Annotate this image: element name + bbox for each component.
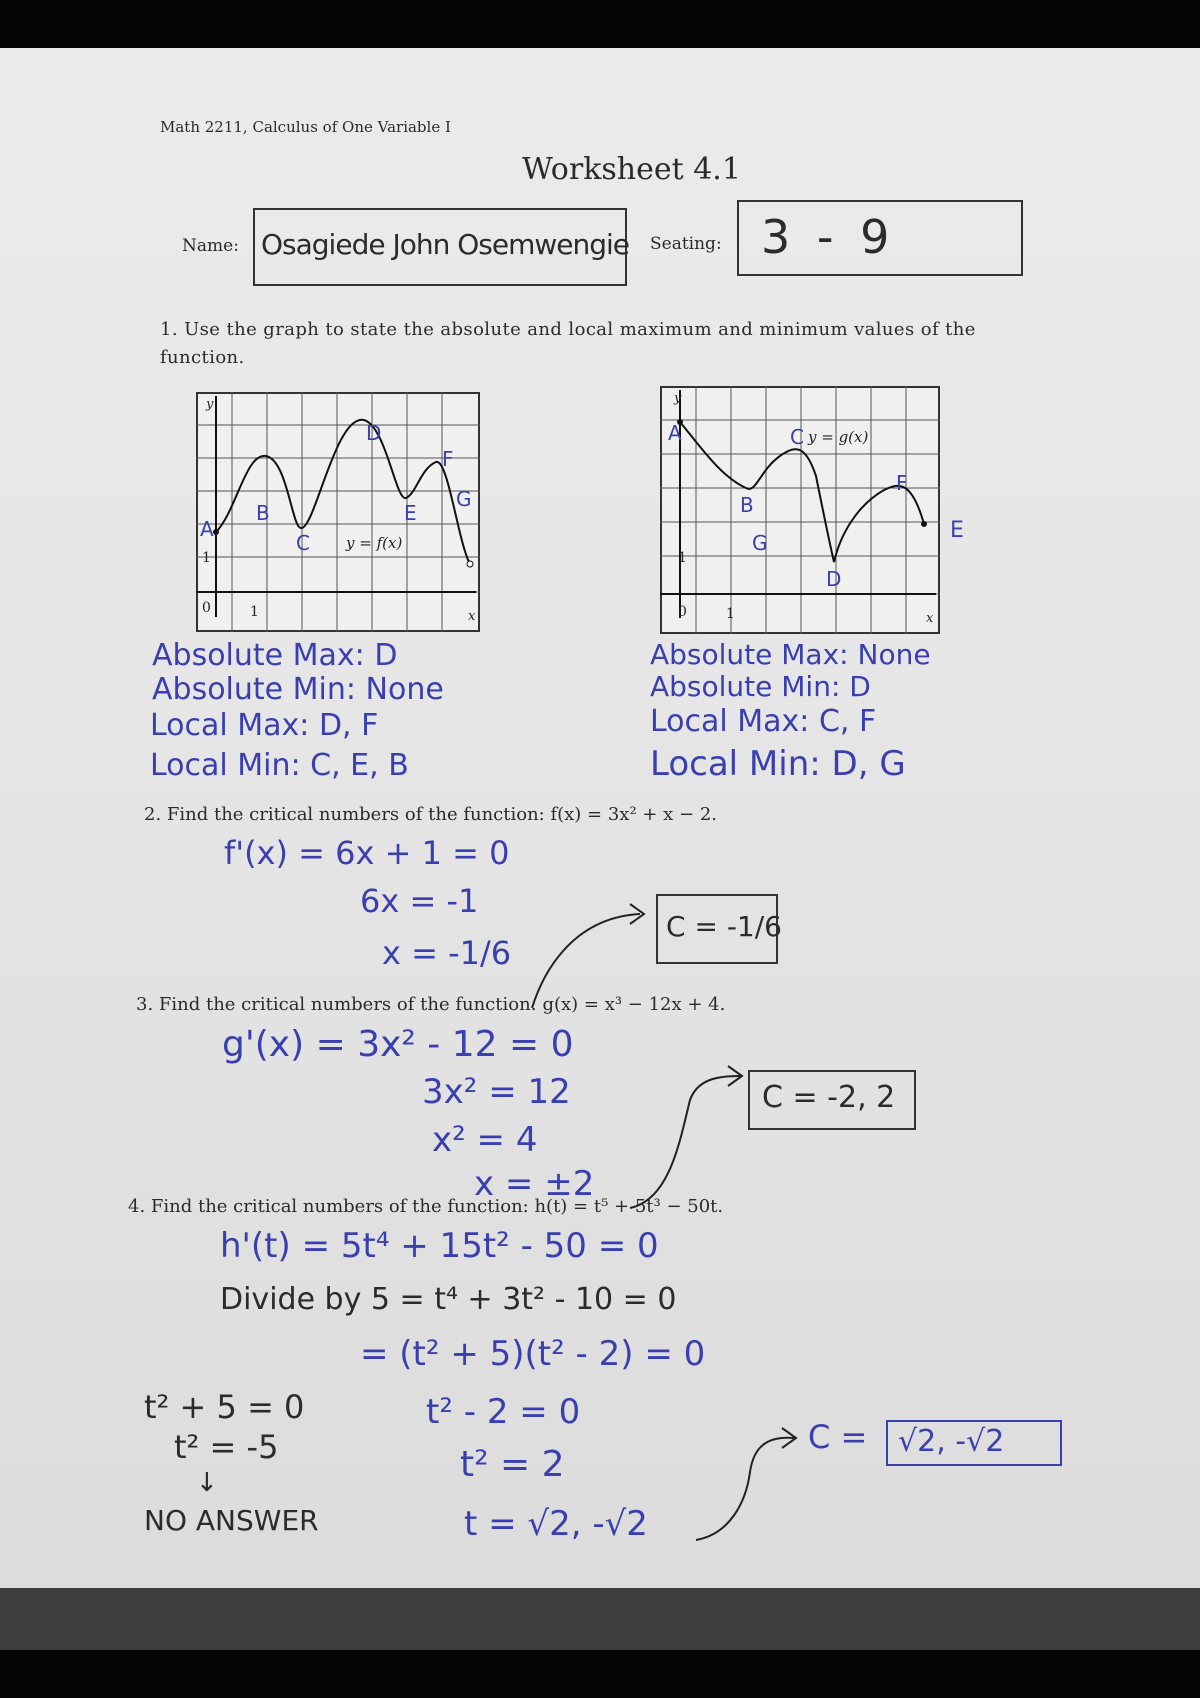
graph-g bbox=[660, 386, 940, 634]
q1-prompt: 1. Use the graph to state the absolute and local maximum and minimum values of the function. bbox=[160, 319, 976, 368]
graph-f-tick-y: 1 bbox=[202, 550, 211, 566]
q4-answer-prefix: C = bbox=[808, 1418, 868, 1456]
q4-right-work-1: t² - 2 = 0 bbox=[426, 1392, 581, 1432]
q2-work-2: 6x = -1 bbox=[360, 882, 479, 920]
graph-f-curve-label: y = f(x) bbox=[346, 534, 403, 552]
answer-left-3: Local Max: D, F bbox=[150, 708, 379, 743]
graph-f-xlabel: x bbox=[468, 609, 476, 624]
q4-answer: √2, -√2 bbox=[898, 1424, 1005, 1459]
q4-left-work-1: t² + 5 = 0 bbox=[144, 1388, 305, 1426]
q3-work-2: 3x² = 12 bbox=[422, 1072, 571, 1112]
q4-no-answer: NO ANSWER bbox=[144, 1504, 319, 1537]
q3-answer-box bbox=[748, 1070, 916, 1130]
q4-work-2: Divide by 5 = t⁴ + 3t² - 10 = 0 bbox=[220, 1282, 677, 1317]
q2-work-3: x = -1/6 bbox=[382, 934, 512, 972]
graph-g-tick-x: 1 bbox=[726, 606, 735, 622]
answer-right-3: Local Max: C, F bbox=[650, 704, 877, 739]
graph-f-point-f: F bbox=[442, 447, 454, 471]
q4-answer-box bbox=[886, 1420, 1062, 1466]
name-value: Osagiede John Osemwengie bbox=[261, 228, 630, 261]
graph-f-ylabel: y bbox=[206, 397, 214, 412]
q4-left-arrow: ↓ bbox=[196, 1468, 218, 1498]
graph-g-point-c: C bbox=[790, 425, 804, 449]
seating-value: 3 - 9 bbox=[761, 210, 896, 264]
photo-bottom-border bbox=[0, 1650, 1200, 1698]
graph-f-origin: 0 bbox=[202, 600, 211, 616]
q4-arrow bbox=[690, 1422, 810, 1552]
answer-right-2: Absolute Min: D bbox=[650, 670, 871, 703]
answer-left-4: Local Min: C, E, B bbox=[150, 748, 409, 783]
q3-prompt: 3. Find the critical numbers of the function: g(x) = x³ − 12x + 4. bbox=[136, 994, 726, 1015]
graph-f-point-b: B bbox=[256, 501, 270, 525]
q2-work-1: f'(x) = 6x + 1 = 0 bbox=[224, 834, 510, 872]
q3-work-3: x² = 4 bbox=[432, 1120, 538, 1160]
graph-f-point-d: D bbox=[366, 421, 382, 445]
name-box bbox=[253, 208, 630, 286]
course-title: Math 2211, Calculus of One Variable I bbox=[160, 118, 451, 136]
graph-f-tick-x: 1 bbox=[250, 604, 259, 620]
graph-g-ylabel: y bbox=[674, 391, 682, 406]
graph-g-tick-y: 1 bbox=[678, 550, 687, 566]
graph-g-point-f: F bbox=[896, 471, 908, 495]
graph-f-point-a: A bbox=[200, 517, 214, 541]
worksheet-title: Worksheet 4.1 bbox=[522, 152, 741, 187]
graph-f bbox=[196, 392, 480, 632]
q4-work-3: = (t² + 5)(t² - 2) = 0 bbox=[360, 1334, 706, 1374]
q2-answer: C = -1/6 bbox=[666, 910, 782, 943]
answer-left-1: Absolute Max: D bbox=[152, 638, 398, 673]
q2-prompt: 2. Find the critical numbers of the function: f(x) = 3x² + x − 2. bbox=[144, 804, 718, 825]
q2-answer-box bbox=[656, 894, 782, 964]
seating-label: Seating: bbox=[650, 234, 722, 254]
graph-g-xlabel: x bbox=[926, 611, 934, 626]
photo-top-border bbox=[0, 0, 1200, 48]
graph-f-point-e: E bbox=[404, 501, 417, 525]
graph-g-point-e: E bbox=[950, 518, 964, 543]
graph-g-point-b: B bbox=[740, 493, 754, 517]
graph-g-curve-label: y = g(x) bbox=[808, 428, 869, 446]
graph-g-origin: 0 bbox=[678, 604, 687, 620]
graph-g-point-g: G bbox=[752, 531, 768, 555]
q3-work-1: g'(x) = 3x² - 12 = 0 bbox=[222, 1024, 574, 1065]
q4-left-work-2: t² = -5 bbox=[174, 1428, 279, 1466]
q4-work-1: h'(t) = 5t⁴ + 15t² - 50 = 0 bbox=[220, 1226, 659, 1266]
q4-right-work-2: t² = 2 bbox=[460, 1444, 565, 1485]
graph-g-point-d: D bbox=[826, 567, 842, 591]
q4-right-work-3: t = √2, -√2 bbox=[464, 1504, 648, 1544]
graph-f-point-c: C bbox=[296, 531, 310, 555]
answer-left-2: Absolute Min: None bbox=[152, 672, 444, 707]
name-label: Name: bbox=[182, 236, 239, 256]
graph-g-point-a: A bbox=[668, 421, 682, 445]
q4-prompt: 4. Find the critical numbers of the function: h(t) = t⁵ + 5t³ − 50t. bbox=[128, 1196, 724, 1217]
answer-right-4: Local Min: D, G bbox=[650, 744, 906, 784]
graph-f-point-g: G bbox=[456, 487, 472, 511]
q3-answer: C = -2, 2 bbox=[762, 1080, 896, 1115]
worksheet-paper bbox=[0, 48, 1200, 1588]
seating-box bbox=[737, 200, 1023, 276]
q3-work-4: x = ±2 bbox=[474, 1164, 595, 1204]
answer-right-1: Absolute Max: None bbox=[650, 638, 931, 671]
